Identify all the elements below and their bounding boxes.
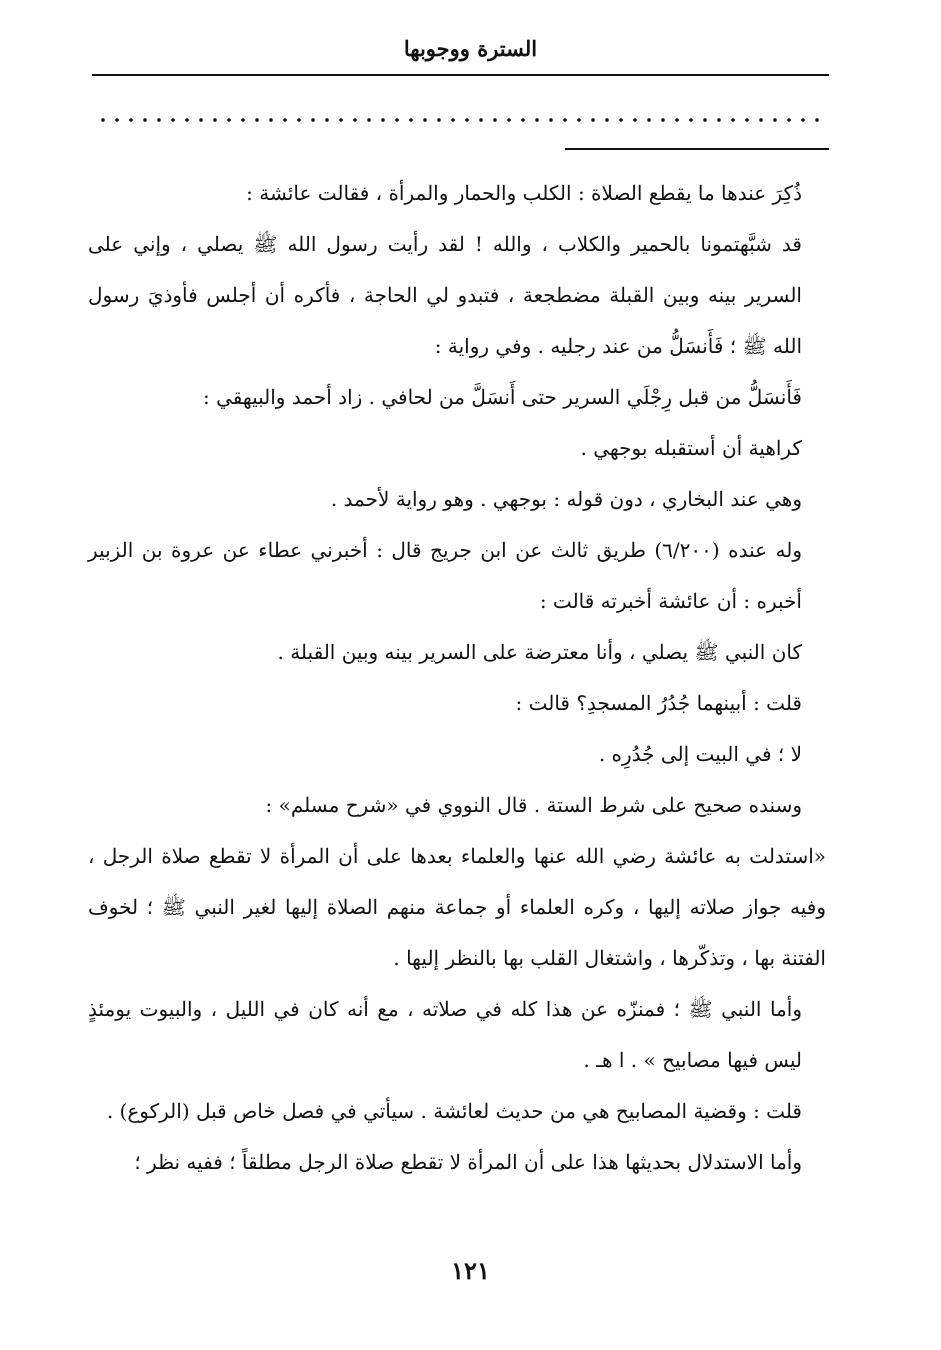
paragraph: فَأَنسَلُّ من قبل رِجْلَي السرير حتى أَنسَلَّ من لحافي . زاد أحمد والبيهقي : [202, 385, 802, 409]
header-rule [92, 74, 829, 76]
body-text [88, 168, 826, 1188]
paragraph: وهي عند البخاري ، دون قوله : بوجهي . وهو رواية لأحمد . [330, 487, 802, 511]
paragraph: قلت : أبينهما جُدُرُ المسجدِ؟ قالت : [515, 691, 802, 715]
paragraph: وسنده صحيح على شرط الستة . قال النووي في «شرح مسلم» : [265, 793, 802, 817]
paragraph: كراهية أن أستقبله بوجهي . [580, 436, 802, 460]
paragraph: قد شبَّهتمونا بالحمير والكلاب ، والله ! لقد رأيت رسول الله ﷺ يصلي ، وإني على السرير بينه وبين القبلة مضطجعة ، فتبدو لي الحاجة ، فأكره أن أجلس فأوذيَ رسول الله ﷺ ؛ فَأَنسَلُّ من عند رجليه . وفي رواية : [88, 232, 802, 358]
dotted-separator [96, 116, 826, 124]
running-header-title: السترة ووجوبها [403, 36, 538, 61]
paragraph: «استدلت به عائشة رضي الله عنها والعلماء بعدها على أن المرأة لا تقطع صلاة الرجل ، وفيه جواز صلاته إليها ، وكره العلماء أو جماعة منهم الصلاة إليها لغير النبي ﷺ ؛ لخوف الفتنة بها ، وتذكّرها ، واشتغال القلب بها بالنظر إليها . [88, 844, 826, 970]
footnote-rule [565, 148, 829, 150]
paragraph: وأما الاستدلال بحديثها هذا على أن المرأة لا تقطع صلاة الرجل مطلقاً ؛ ففيه نظر ؛ [134, 1150, 802, 1174]
page-number: ١٢١ [451, 1256, 490, 1285]
paragraph: كان النبي ﷺ يصلي ، وأنا معترضة على السرير بينه وبين القبلة . [277, 640, 802, 664]
paragraph: وأما النبي ﷺ ؛ فمنزّه عن هذا كله في صلاته ، مع أنه كان في الليل ، والبيوت يومئذٍ ليس فيها مصابيح » . ا هـ . [88, 997, 802, 1072]
paragraph: ذُكِرَ عندها ما يقطع الصلاة : الكلب والحمار والمرأة ، فقالت عائشة : [246, 181, 802, 205]
paragraph: قلت : وقضية المصابيح هي من حديث لعائشة . سيأتي في فصل خاص قبل (الركوع) . [106, 1099, 802, 1123]
paragraph: لا ؛ في البيت إلى جُدُرِه . [598, 742, 802, 766]
paragraph: وله عنده (٦/٢٠٠) طريق ثالث عن ابن جريج قال : أخبرني عطاء عن عروة بن الزبير أخبره : أن عائشة أخبرته قالت : [88, 538, 803, 613]
